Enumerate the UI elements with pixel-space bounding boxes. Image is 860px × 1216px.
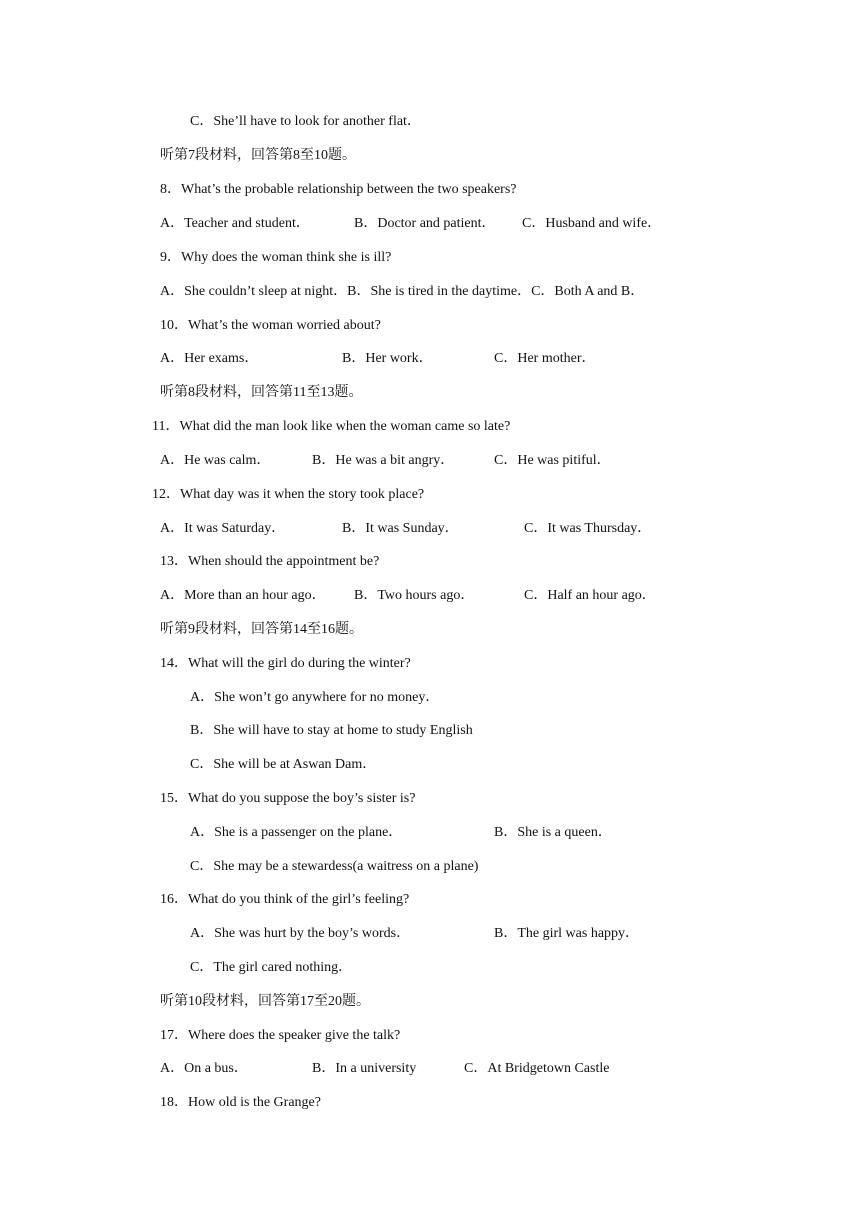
option: C．Her mother．	[494, 351, 596, 366]
option-line: C．She will be at Aswan Dam．	[190, 757, 377, 772]
option-line: C．She’ll have to look for another flat．	[190, 114, 421, 129]
question: 9．Why does the woman think she is ill?	[160, 250, 392, 265]
option: B．The girl was happy．	[494, 926, 640, 941]
option: B．It was Sunday．	[342, 521, 459, 536]
option: C．At Bridgetown Castle	[464, 1061, 610, 1076]
question: 14．What will the girl do during the winter?	[160, 656, 411, 671]
options-row: A．She couldn’t sleep at night．B．She is tired in the daytime．C．Both A and B．	[160, 284, 645, 299]
option-line: A．She won’t go anywhere for no money．	[190, 690, 440, 705]
option: A．She is a passenger on the plane．	[190, 825, 403, 840]
option-line: C．She may be a stewardess(a waitress on a plane)	[190, 859, 479, 874]
option: A．More than an hour ago．	[160, 588, 326, 603]
option: A．She was hurt by the boy’s words．	[190, 926, 411, 941]
question: 16．What do you think of the girl’s feeling?	[160, 892, 410, 907]
option: A．Her exams．	[160, 351, 259, 366]
section-instruction: 听第10段材料，回答第17至20题。	[160, 994, 370, 1009]
option: A．He was calm．	[160, 453, 271, 468]
question: 17．Where does the speaker give the talk?	[160, 1028, 401, 1043]
option: C．It was Thursday．	[524, 521, 652, 536]
question: 10．What’s the woman worried about?	[160, 318, 381, 333]
option: A．It was Saturday．	[160, 521, 286, 536]
option: B．He was a bit angry．	[312, 453, 455, 468]
option-line: B．She will have to stay at home to study English	[190, 723, 473, 738]
option: B．In a university	[312, 1061, 417, 1076]
option: A．On a bus．	[160, 1061, 248, 1076]
question: 12．What day was it when the story took place?	[152, 487, 425, 502]
option: B．Doctor and patient．	[354, 216, 496, 231]
option: A．Teacher and student．	[160, 216, 310, 231]
option: C．Half an hour ago．	[524, 588, 656, 603]
question: 13．When should the appointment be?	[160, 554, 380, 569]
option: B．Two hours ago．	[354, 588, 475, 603]
section-instruction: 听第8段材料，回答第11至13题。	[160, 385, 363, 400]
option-line: C．The girl cared nothing．	[190, 960, 353, 975]
question: 18．How old is the Grange?	[160, 1095, 321, 1110]
option: B．She is a queen．	[494, 825, 612, 840]
question: 8．What’s the probable relationship between the two speakers?	[160, 182, 517, 197]
question: 15．What do you suppose the boy’s sister is?	[160, 791, 416, 806]
option: C．He was pitiful．	[494, 453, 611, 468]
question: 11．What did the man look like when the woman came so late?	[152, 419, 511, 434]
option: B．Her work．	[342, 351, 433, 366]
section-instruction: 听第9段材料，回答第14至16题。	[160, 622, 363, 637]
section-instruction: 听第7段材料，回答第8至10题。	[160, 148, 356, 163]
option: C．Husband and wife．	[522, 216, 662, 231]
